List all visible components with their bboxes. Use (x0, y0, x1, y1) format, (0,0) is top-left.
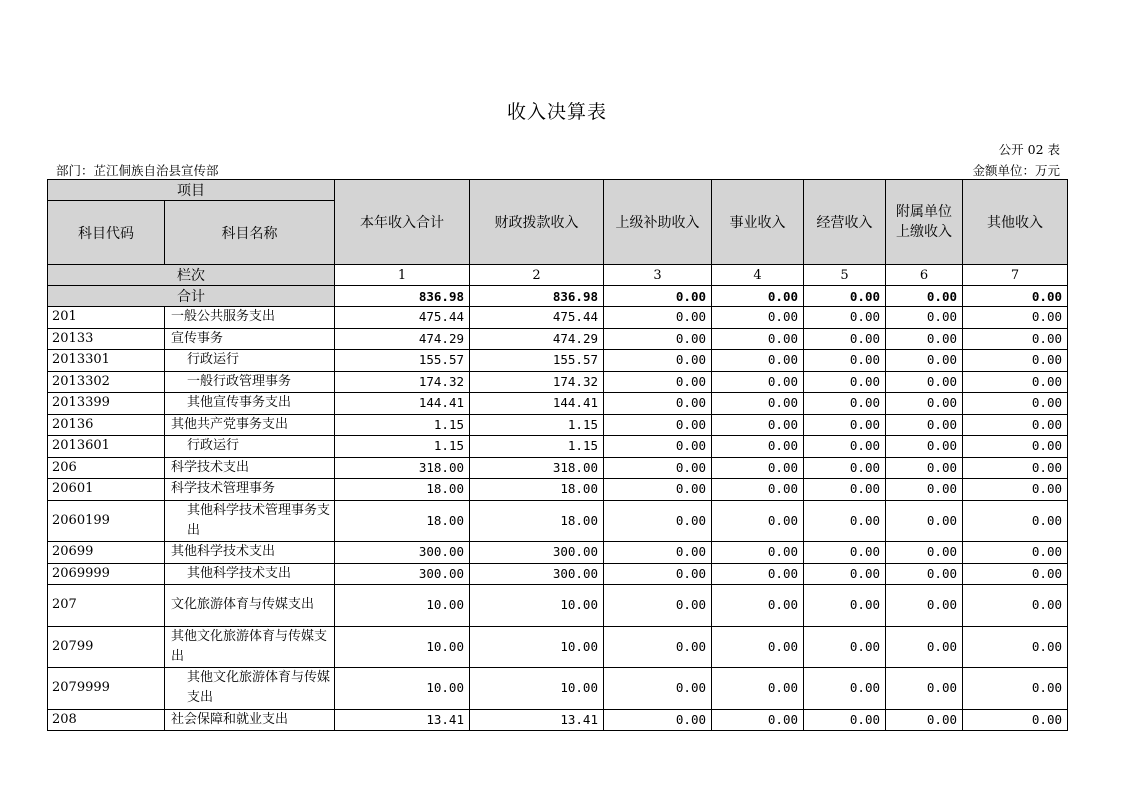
amount-cell: 10.00 (335, 626, 470, 668)
amount-cell: 0.00 (886, 563, 963, 585)
amount-cell: 318.00 (470, 457, 604, 479)
column-index: 2 (470, 265, 604, 286)
column-index-label: 栏次 (48, 265, 335, 286)
amount-cell: 0.00 (712, 563, 804, 585)
amount-cell: 0.00 (963, 709, 1068, 731)
subject-name-cell: 宣传事务 (165, 328, 335, 350)
amount-cell: 174.32 (335, 371, 470, 393)
amount-cell: 0.00 (963, 307, 1068, 329)
amount-cell: 0.00 (712, 479, 804, 501)
amount-cell: 0.00 (804, 668, 886, 710)
amount-cell: 0.00 (963, 328, 1068, 350)
table-row (48, 585, 1068, 627)
amount-cell: 0.00 (804, 479, 886, 501)
amount-cell: 0.00 (712, 393, 804, 415)
amount-cell: 0.00 (604, 436, 712, 458)
column-index: 6 (886, 265, 963, 286)
form-number: 公开 02 表 (998, 142, 1060, 157)
amount-cell: 0.00 (604, 709, 712, 731)
total-row-label: 合计 (48, 286, 335, 307)
subject-name-cell: 行政运行 (165, 350, 335, 372)
amount-cell: 0.00 (712, 328, 804, 350)
amount-cell: 0.00 (604, 668, 712, 710)
header-col-fiscal-appropriation: 财政拨款收入 (470, 180, 604, 265)
amount-cell: 0.00 (604, 479, 712, 501)
amount-cell: 0.00 (886, 542, 963, 564)
amount-cell: 0.00 (712, 668, 804, 710)
amount-cell: 0.00 (963, 563, 1068, 585)
amount-cell: 0.00 (604, 563, 712, 585)
amount-unit-label: 金额单位：万元 (972, 163, 1060, 178)
amount-cell: 0.00 (712, 457, 804, 479)
amount-cell: 0.00 (604, 371, 712, 393)
amount-cell: 0.00 (712, 626, 804, 668)
amount-cell: 0.00 (963, 585, 1068, 627)
amount-cell: 0.00 (886, 626, 963, 668)
amount-cell: 0.00 (604, 307, 712, 329)
column-index: 7 (963, 265, 1068, 286)
amount-cell: 0.00 (886, 328, 963, 350)
amount-cell: 0.00 (886, 436, 963, 458)
amount-cell: 300.00 (335, 563, 470, 585)
amount-cell: 0.00 (712, 542, 804, 564)
amount-cell: 10.00 (470, 668, 604, 710)
subject-code-cell: 208 (48, 709, 165, 731)
amount-cell: 0.00 (963, 350, 1068, 372)
total-cell: 836.98 (335, 286, 470, 307)
amount-cell: 0.00 (886, 414, 963, 436)
amount-cell: 0.00 (712, 709, 804, 731)
amount-cell: 0.00 (804, 585, 886, 627)
amount-cell: 0.00 (604, 500, 712, 542)
subject-name-cell: 科学技术管理事务 (165, 479, 335, 501)
amount-cell: 0.00 (804, 457, 886, 479)
amount-cell: 155.57 (335, 350, 470, 372)
amount-cell: 0.00 (804, 328, 886, 350)
total-cell: 0.00 (886, 286, 963, 307)
amount-cell: 0.00 (712, 436, 804, 458)
amount-cell: 0.00 (886, 500, 963, 542)
subject-code-cell: 206 (48, 457, 165, 479)
subject-name-cell: 一般行政管理事务 (165, 371, 335, 393)
amount-cell: 0.00 (804, 414, 886, 436)
subject-code-cell: 207 (48, 585, 165, 627)
subject-code-cell: 2079999 (48, 668, 165, 710)
amount-cell: 0.00 (604, 414, 712, 436)
amount-cell: 0.00 (963, 542, 1068, 564)
subject-name-cell: 文化旅游体育与传媒支出 (165, 585, 335, 627)
amount-cell: 0.00 (804, 371, 886, 393)
amount-cell: 18.00 (335, 500, 470, 542)
header-col-superior-subsidy: 上级补助收入 (604, 180, 712, 265)
table-row (48, 350, 1068, 372)
amount-cell: 0.00 (963, 393, 1068, 415)
table-row (48, 414, 1068, 436)
amount-cell: 1.15 (470, 414, 604, 436)
page-title: 收入决算表 (506, 101, 607, 123)
table-row (48, 479, 1068, 501)
amount-cell: 155.57 (470, 350, 604, 372)
amount-cell: 0.00 (963, 479, 1068, 501)
amount-cell: 0.00 (604, 350, 712, 372)
amount-cell: 0.00 (804, 436, 886, 458)
amount-cell: 0.00 (804, 350, 886, 372)
amount-cell: 13.41 (470, 709, 604, 731)
subject-name-cell: 社会保障和就业支出 (165, 709, 335, 731)
subject-code-cell: 2013301 (48, 350, 165, 372)
amount-cell: 0.00 (712, 500, 804, 542)
amount-cell: 0.00 (604, 457, 712, 479)
subject-code-cell: 2013302 (48, 371, 165, 393)
table-row (48, 307, 1068, 329)
table-row (48, 457, 1068, 479)
subject-code-cell: 201 (48, 307, 165, 329)
amount-cell: 300.00 (335, 542, 470, 564)
subject-name-cell: 其他共产党事务支出 (165, 414, 335, 436)
column-index: 1 (335, 265, 470, 286)
subject-code-cell: 2060199 (48, 500, 165, 542)
amount-cell: 13.41 (335, 709, 470, 731)
subject-name-cell: 科学技术支出 (165, 457, 335, 479)
table-row (48, 393, 1068, 415)
column-index: 4 (712, 265, 804, 286)
header-col-business-income: 事业收入 (712, 180, 804, 265)
header-col-operating-income: 经营收入 (804, 180, 886, 265)
amount-cell: 0.00 (604, 542, 712, 564)
amount-cell: 18.00 (335, 479, 470, 501)
amount-cell: 0.00 (712, 350, 804, 372)
amount-cell: 0.00 (886, 307, 963, 329)
amount-cell: 300.00 (470, 563, 604, 585)
amount-cell: 475.44 (335, 307, 470, 329)
amount-cell: 18.00 (470, 500, 604, 542)
amount-cell: 0.00 (712, 371, 804, 393)
amount-cell: 0.00 (886, 709, 963, 731)
column-index: 3 (604, 265, 712, 286)
header-col-total-income: 本年收入合计 (335, 180, 470, 265)
amount-cell: 0.00 (604, 328, 712, 350)
table-row (48, 500, 1068, 542)
amount-cell: 1.15 (470, 436, 604, 458)
amount-cell: 0.00 (604, 585, 712, 627)
amount-cell: 0.00 (804, 563, 886, 585)
amount-cell: 0.00 (804, 709, 886, 731)
subject-code-cell: 20133 (48, 328, 165, 350)
amount-cell: 144.41 (335, 393, 470, 415)
subject-code-cell: 2013601 (48, 436, 165, 458)
amount-cell: 0.00 (963, 371, 1068, 393)
amount-cell: 10.00 (470, 585, 604, 627)
subject-name-cell: 其他科学技术管理事务支出 (165, 500, 335, 542)
subject-code-cell: 20136 (48, 414, 165, 436)
income-final-accounts-table (47, 179, 1068, 731)
subject-name-cell: 其他文化旅游体育与传媒支出 (165, 626, 335, 668)
amount-cell: 0.00 (886, 585, 963, 627)
table-row (48, 436, 1068, 458)
amount-cell: 10.00 (335, 585, 470, 627)
amount-cell: 1.15 (335, 414, 470, 436)
subject-name-cell: 行政运行 (165, 436, 335, 458)
amount-cell: 0.00 (963, 436, 1068, 458)
amount-cell: 0.00 (712, 307, 804, 329)
total-cell: 0.00 (604, 286, 712, 307)
subject-name-cell: 其他宣传事务支出 (165, 393, 335, 415)
amount-cell: 10.00 (335, 668, 470, 710)
subject-name-cell: 其他科学技术支出 (165, 542, 335, 564)
amount-cell: 474.29 (335, 328, 470, 350)
amount-cell: 0.00 (804, 500, 886, 542)
amount-cell: 174.32 (470, 371, 604, 393)
subject-name-cell: 其他文化旅游体育与传媒支出 (165, 668, 335, 710)
amount-cell: 0.00 (963, 500, 1068, 542)
amount-cell: 1.15 (335, 436, 470, 458)
amount-cell: 0.00 (963, 414, 1068, 436)
total-cell: 0.00 (804, 286, 886, 307)
subject-code-cell: 2013399 (48, 393, 165, 415)
amount-cell: 144.41 (470, 393, 604, 415)
subject-code-cell: 2069999 (48, 563, 165, 585)
amount-cell: 0.00 (886, 371, 963, 393)
header-col-affiliated-unit-income: 附属单位上缴收入 (886, 180, 963, 265)
table-row (48, 328, 1068, 350)
table-row (48, 371, 1068, 393)
subject-code-cell: 20601 (48, 479, 165, 501)
total-cell: 0.00 (712, 286, 804, 307)
department-label: 部门：芷江侗族自治县宣传部 (56, 163, 219, 178)
amount-cell: 0.00 (604, 626, 712, 668)
table-row (48, 563, 1068, 585)
table-row (48, 709, 1068, 731)
header-project: 项目 (48, 180, 335, 201)
total-cell: 0.00 (963, 286, 1068, 307)
amount-cell: 0.00 (712, 585, 804, 627)
amount-cell: 0.00 (804, 626, 886, 668)
subject-name-cell: 其他科学技术支出 (165, 563, 335, 585)
amount-cell: 475.44 (470, 307, 604, 329)
table-row (48, 626, 1068, 668)
subject-name-cell: 一般公共服务支出 (165, 307, 335, 329)
amount-cell: 0.00 (886, 457, 963, 479)
amount-cell: 0.00 (963, 457, 1068, 479)
amount-cell: 0.00 (886, 393, 963, 415)
header-col-other-income: 其他收入 (963, 180, 1068, 265)
table-row (48, 542, 1068, 564)
subject-code-cell: 20699 (48, 542, 165, 564)
amount-cell: 0.00 (886, 479, 963, 501)
amount-cell: 0.00 (963, 668, 1068, 710)
amount-cell: 0.00 (804, 393, 886, 415)
amount-cell: 18.00 (470, 479, 604, 501)
amount-cell: 300.00 (470, 542, 604, 564)
amount-cell: 0.00 (804, 307, 886, 329)
amount-cell: 0.00 (712, 414, 804, 436)
header-subject-code: 科目代码 (48, 201, 165, 265)
amount-cell: 474.29 (470, 328, 604, 350)
subject-code-cell: 20799 (48, 626, 165, 668)
amount-cell: 0.00 (963, 626, 1068, 668)
table-row (48, 668, 1068, 710)
amount-cell: 0.00 (804, 542, 886, 564)
amount-cell: 0.00 (886, 668, 963, 710)
amount-cell: 318.00 (335, 457, 470, 479)
column-index: 5 (804, 265, 886, 286)
amount-cell: 0.00 (886, 350, 963, 372)
amount-cell: 0.00 (604, 393, 712, 415)
amount-cell: 10.00 (470, 626, 604, 668)
header-subject-name: 科目名称 (165, 201, 335, 265)
total-cell: 836.98 (470, 286, 604, 307)
